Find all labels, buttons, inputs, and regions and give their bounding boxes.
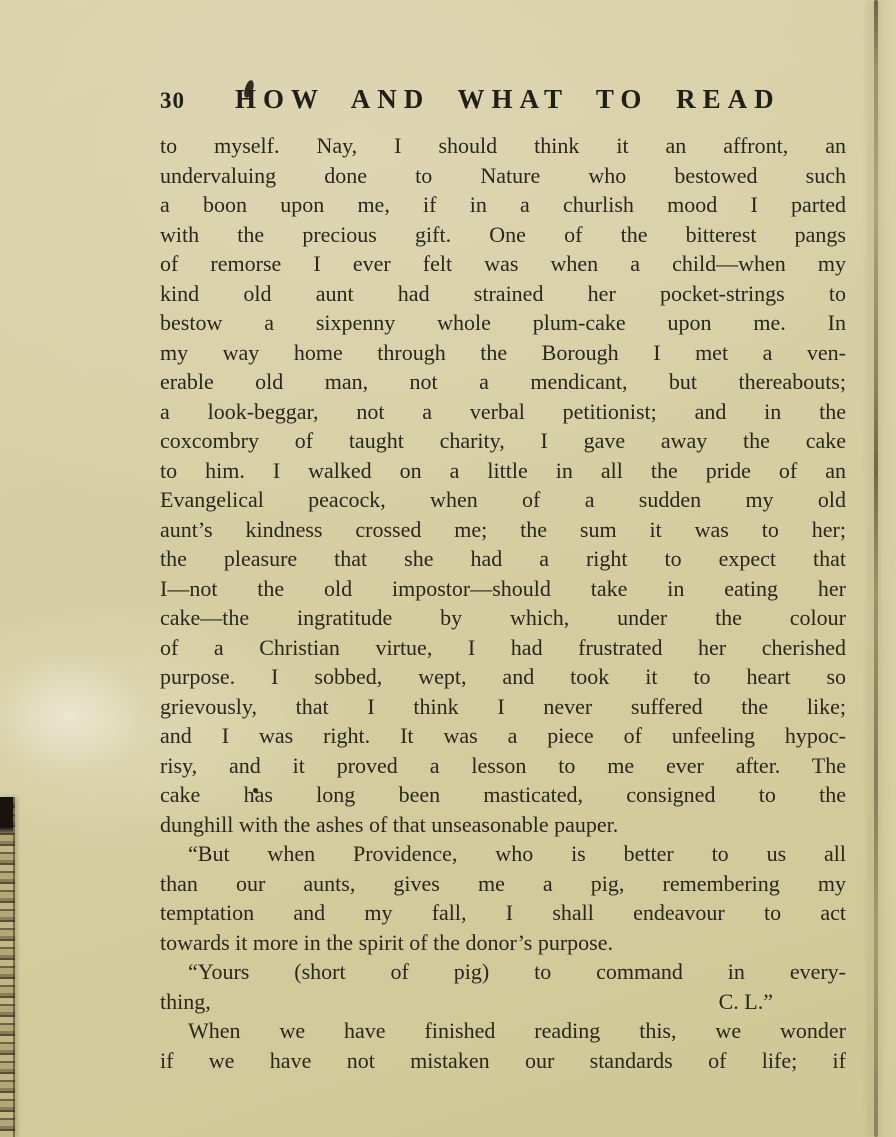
text-line: “Yours (short of pig) to command in every- [188, 959, 846, 984]
text-line: coxcombry of taught charity, I gave away the cake [160, 428, 846, 453]
text-line: aunt’s kindness crossed me; the sum it was to her; [160, 516, 846, 542]
text-line: risy, and it proved a lesson to me ever after. The [160, 752, 846, 778]
text-line: if we have not mistaken our standards of life; if [160, 1047, 846, 1073]
signature-line [160, 987, 846, 1017]
text-line: erable old man, not a mendicant, but thereabouts; [160, 369, 846, 394]
text-line: my way home through the Borough I met a ven- [160, 339, 846, 365]
text-line: “But when Providence, who is better to us all [188, 841, 846, 866]
text-line: the pleasure that she had a right to expect that [160, 546, 846, 571]
text-line: of a Christian virtue, I had frustrated her cherished [160, 634, 846, 660]
text-line: a look-beggar, not a verbal petitionist; and in the [160, 398, 846, 424]
text-line: cake has long been masticated, consigned to the [160, 782, 846, 807]
running-title: HOW AND WHAT TO READ [235, 84, 781, 114]
text-line: to myself. Nay, I should think it an affront, an [160, 133, 846, 158]
text-line: with the precious gift. One of the bitterest pangs [160, 221, 846, 247]
text-line: I—not the old impostor—should take in eating her [160, 575, 846, 601]
text-line: a boon upon me, if in a churlish mood I parted [160, 192, 846, 217]
text-line: When we have finished reading this, we wonder [188, 1018, 846, 1043]
text-line: dunghill with the ashes of that unseasonable pauper. [160, 811, 619, 837]
text-line: purpose. I sobbed, wept, and took it to heart so [160, 664, 846, 689]
text-line: temptation and my fall, I shall endeavour to act [160, 900, 846, 925]
text-body [160, 131, 846, 1075]
text-line: of remorse I ever felt was when a child—when my [160, 251, 846, 276]
text-line: bestow a sixpenny whole plum-cake upon me. In [160, 310, 846, 335]
text-line: and I was right. It was a piece of unfeeling hypoc- [160, 723, 846, 748]
text-line: kind old aunt had strained her pocket-strings to [160, 280, 846, 306]
text-line: grievously, that I think I never suffered the like; [160, 693, 846, 719]
page-header [160, 84, 850, 115]
text-line: than our aunts, gives me a pig, remembering my [160, 870, 846, 896]
text-line: towards it more in the spirit of the donor’s purpose. [160, 929, 613, 955]
book-page-edge-texture [0, 797, 15, 1137]
text-line: to him. I walked on a little in all the pride of an [160, 457, 846, 483]
text-line: Evangelical peacock, when of a sudden my old [160, 487, 846, 512]
text-line: undervaluing done to Nature who bestowed such [160, 162, 846, 188]
page-number: 30 [160, 88, 185, 113]
text-line: cake—the ingratitude by which, under the colour [160, 605, 846, 630]
signature-left-text: thing, [160, 988, 211, 1014]
signature-initials: C. L.” [718, 988, 773, 1014]
page-right-margin-shade [878, 0, 896, 1137]
